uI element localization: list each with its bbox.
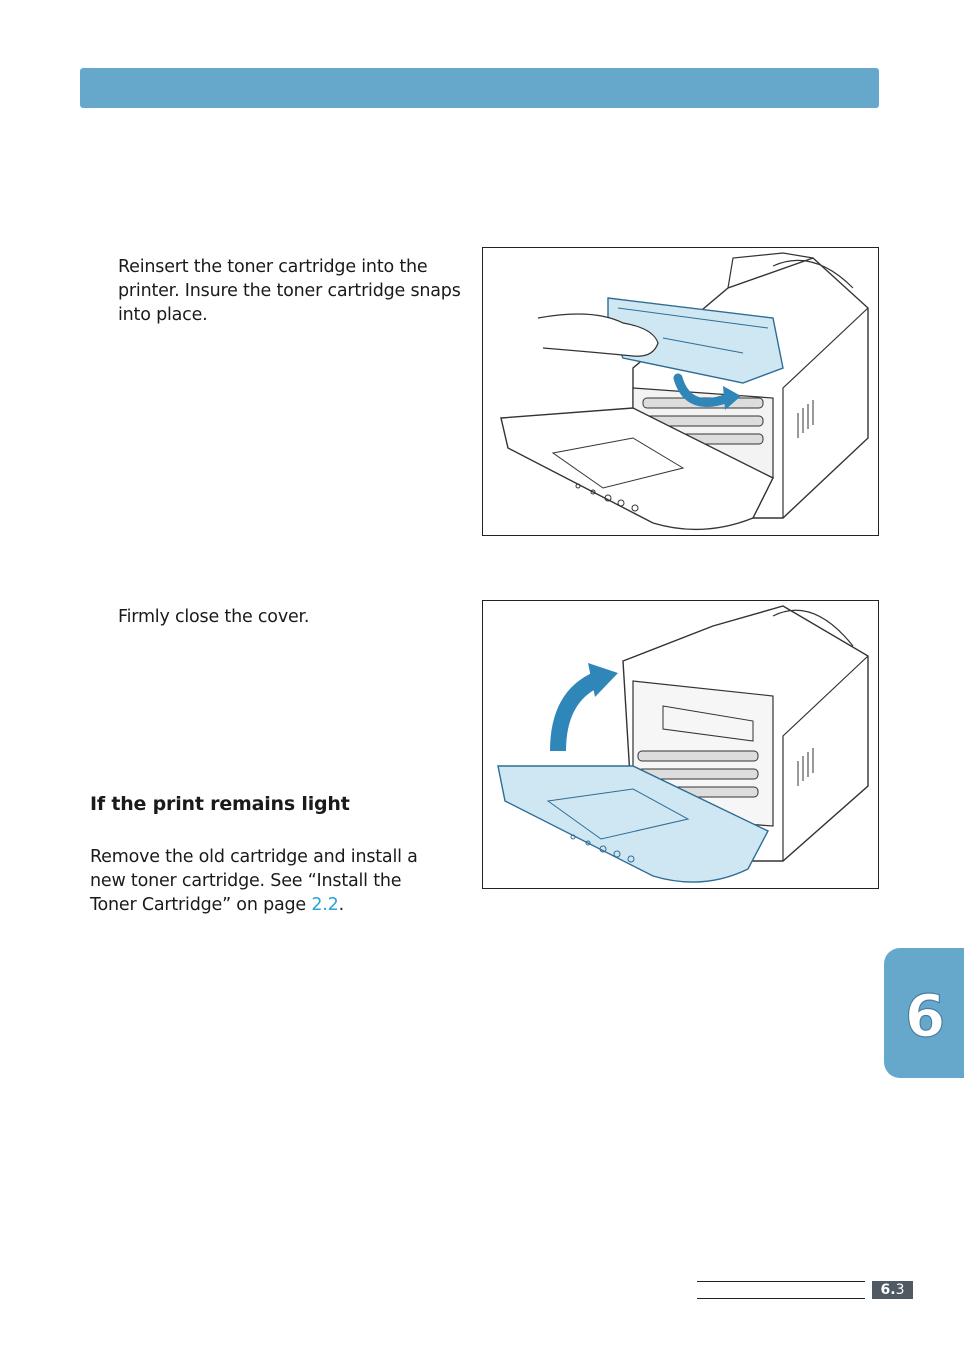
header-bar [80,68,879,108]
step-1-text: Reinsert the toner cartridge into the printer. Insure the toner cartridge snaps into place. [118,257,461,325]
step-2-text: Firmly close the cover. [118,607,310,627]
chapter-number-6-glyph [904,982,946,1050]
footer-rule-top [697,1281,865,1282]
section-body [90,845,430,917]
figure-reinsert-cartridge [482,247,879,536]
section-body-end: . [338,895,344,915]
page-number [872,1281,913,1299]
printer-cover-illustration [483,601,878,888]
section-body-text: Remove the old cartridge and install a new toner cartridge. See “Install the Toner Cartridge” on page [90,847,418,915]
chapter-number: 6 [904,982,946,1050]
printer-cartridge-illustration [483,248,878,535]
section-heading: If the print remains light [90,793,350,815]
page-reference-link[interactable]: 2.2 [311,895,339,915]
page-number-minor: 3 [895,1282,905,1298]
footer-rule-bottom [697,1298,865,1299]
chapter-tab [884,948,964,1078]
figure-close-cover [482,600,879,889]
page-number-major: 6. [880,1282,896,1298]
